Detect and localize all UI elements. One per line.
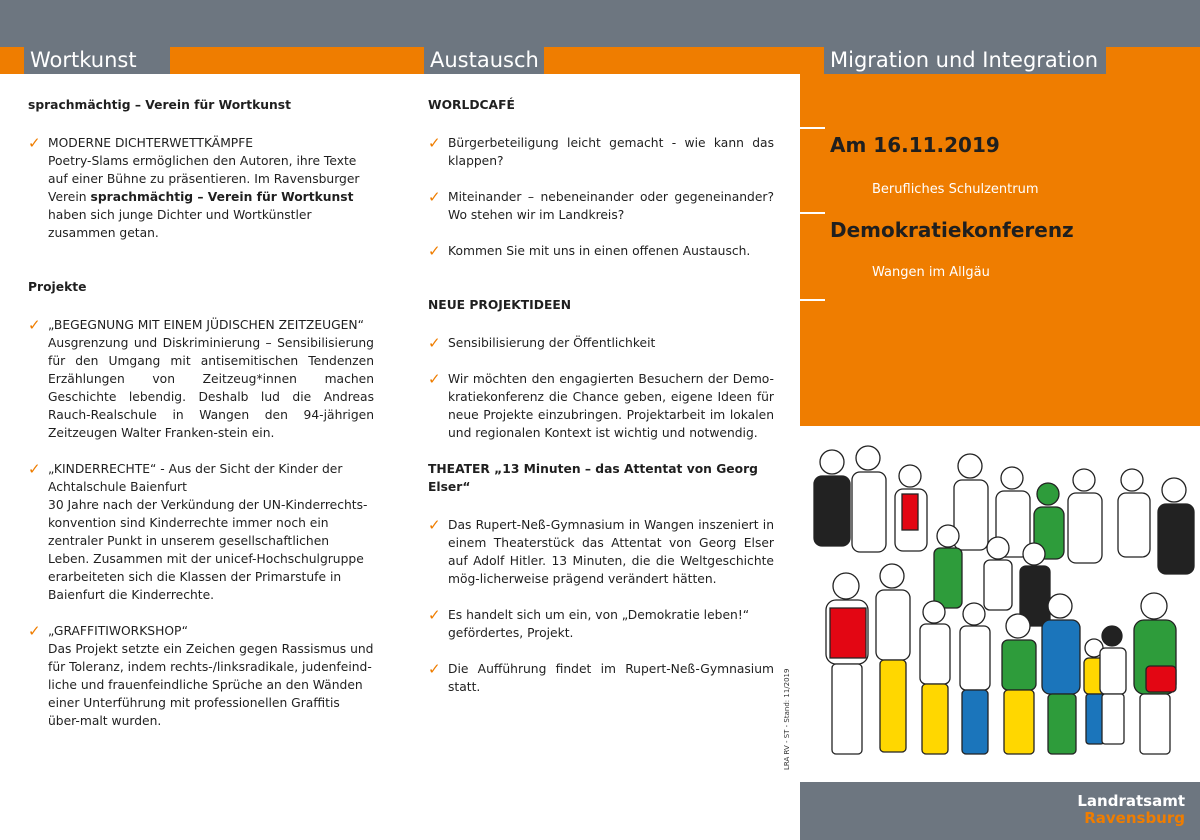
header-migration: Migration und Integration — [824, 47, 1106, 74]
column-wortkunst — [28, 96, 374, 730]
list-item — [428, 334, 774, 352]
logo-line-2: Ravensburg — [1084, 809, 1185, 827]
item-text: Wir möchten den engagierten Besuchern der Demo-kratiekonferenz die Chance geben, eigene Ideen für neue Projekte einzubringen. Projektarbeit im lokalen und regionalen Kontext ist wichtig und notwendig. — [448, 372, 774, 440]
event-venue: Berufliches Schulzentrum — [872, 182, 1039, 197]
item-text: Die Aufführung findet im Rupert-Neß-Gymnasium statt. — [448, 662, 774, 694]
item-text: Es handelt sich um ein, von „Demokratie leben!“ gefördertes, Projekt. — [448, 608, 750, 640]
divider-tick — [800, 212, 825, 214]
check-icon: ✓ — [428, 334, 441, 352]
worldcafe-heading: WORLDCAFÉ — [428, 98, 515, 112]
list-item — [428, 370, 774, 442]
check-icon: ✓ — [28, 460, 41, 478]
item-text: Kommen Sie mit uns in einen offenen Austausch. — [448, 244, 751, 258]
item-text: Miteinander – nebeneinander oder gegeneinander? Wo stehen wir im Landkreis? — [448, 190, 774, 222]
check-icon: ✓ — [28, 316, 41, 334]
check-icon: ✓ — [428, 242, 441, 260]
print-note: LRA RV - ST - Stand: 11/2019 — [783, 668, 791, 770]
top-banner — [0, 0, 1200, 47]
theater-heading: THEATER „13 Minuten – das Attentat von Georg Elser“ — [428, 462, 758, 494]
list-item — [428, 606, 774, 642]
item-text: Das Rupert-Neß-Gymnasium in Wangen inszeniert in einem Theaterstück das Attentat von Georg Elser auf Adolf Hitler. 13 Minuten, die die Weltgeschichte mög-licherweise prägend verändert hätten. — [448, 518, 774, 586]
list-item — [428, 516, 774, 588]
list-item — [28, 316, 374, 442]
check-icon: ✓ — [428, 134, 441, 152]
list-item — [428, 242, 774, 260]
item-text: Ausgrenzung und Diskriminierung – Sensibilisierung für den Umgang mit antisemitischen Tendenzen Erzählungen von Zeitzeug*innen machen Geschichte lebendig. Deshalb lud die Andreas Rauch-Realschule in Wangen den 94-jährigen Zeitzeugen Walter Franken-stein ein. — [48, 336, 374, 440]
event-panel — [800, 74, 1200, 426]
list-item — [28, 460, 374, 604]
item-text: Das Projekt setzte ein Zeichen gegen Rassismus und für Toleranz, indem rechts-/linksradikale, judenfeind-liche und frauenfeindliche Sprüche an den Wänden einer Unterführung mit professionellen Graffitis über-malt wurden. — [48, 642, 374, 728]
check-icon: ✓ — [428, 516, 441, 534]
divider-tick — [800, 299, 825, 301]
list-item — [428, 188, 774, 224]
list-item — [428, 134, 774, 170]
projects-heading: Projekte — [28, 280, 87, 294]
divider-tick — [800, 127, 825, 129]
list-item — [428, 660, 774, 696]
list-item — [28, 622, 374, 730]
item-text: 30 Jahre nach der Verkündung der UN-Kinderrechts-konvention sind Kinderrechte immer noch ein zentraler Punkt in unserem gesellschaftlichen Leben. Zusammen mit der unicef-Hochschulgruppe erarbeiteten sich die Klassen der Primarstufe in Baienfurt die Kinderrechte. — [48, 498, 368, 602]
event-location: Wangen im Allgäu — [872, 265, 990, 280]
item-title: „BEGEGNUNG MIT EINEM JÜDISCHEN ZEITZEUGEN“ — [48, 318, 364, 332]
item-title: „KINDERRECHTE“ - Aus der Sicht der Kinder der Achtalschule Baienfurt — [48, 462, 343, 494]
event-title: Demokratiekonferenz — [830, 218, 1074, 242]
item-text: Bürgerbeteiligung leicht gemacht - wie kann das klappen? — [448, 136, 774, 168]
check-icon: ✓ — [428, 606, 441, 624]
item-title: MODERNE DICHTERWETTKÄMPFE — [48, 136, 254, 150]
event-date: Am 16.11.2019 — [830, 133, 1000, 157]
check-icon: ✓ — [28, 134, 41, 152]
intro-heading: sprachmächtig – Verein für Wortkunst — [28, 98, 291, 112]
check-icon: ✓ — [28, 622, 41, 640]
check-icon: ✓ — [428, 660, 441, 678]
item-text: Poetry-Slams ermöglichen den Autoren, ihre Texte auf einer Bühne zu präsentieren. Im Ravensburger Verein sprachmächtig – Verein für Wortkunst haben sich junge Dichter und Wortkünstler zusammen getan. — [48, 154, 360, 240]
header-austausch: Austausch — [424, 47, 544, 74]
check-icon: ✓ — [428, 188, 441, 206]
list-item — [28, 134, 374, 242]
item-text: Sensibilisierung der Öffentlichkeit — [448, 336, 656, 350]
item-title: „GRAFFITIWORKSHOP“ — [48, 624, 189, 638]
logo-line-1: Landratsamt — [1077, 792, 1185, 810]
ideas-heading: NEUE PROJEKTIDEEN — [428, 298, 572, 312]
header-wortkunst: Wortkunst — [24, 47, 170, 74]
column-austausch — [428, 96, 774, 696]
logo — [1040, 792, 1185, 826]
check-icon: ✓ — [428, 370, 441, 388]
people-illustration — [802, 436, 1200, 778]
